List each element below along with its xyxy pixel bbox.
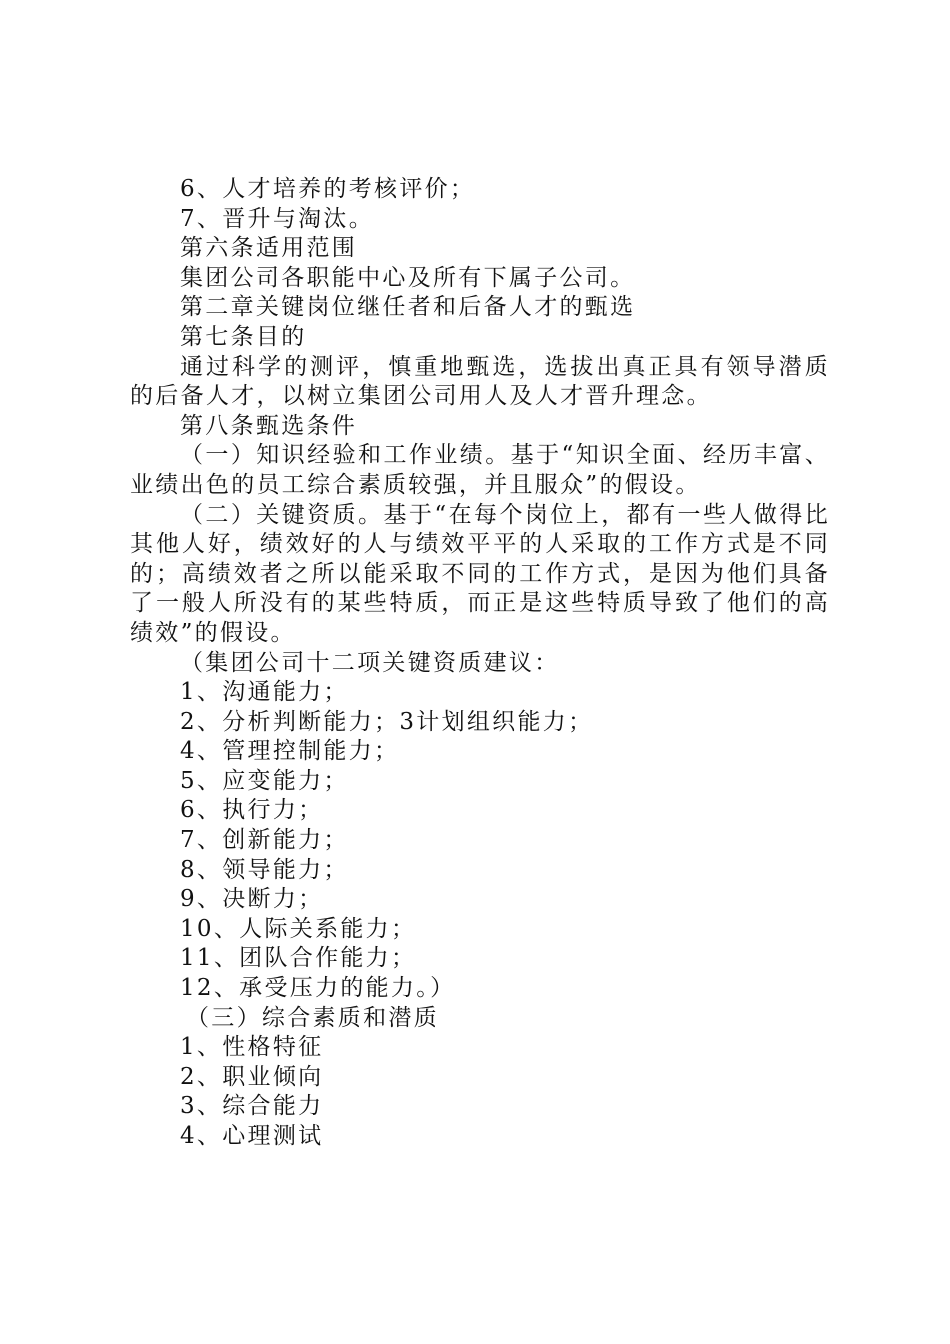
list-item: 9、决断力；: [180, 886, 324, 913]
section-heading: （三）综合素质和潜质: [186, 1004, 439, 1031]
text-line: 6、人才培养的考核评价；: [180, 176, 476, 202]
section-heading: 第六条适用范围: [180, 235, 358, 262]
document-body: [130, 175, 830, 1152]
text-line: 7、晋升与淘汰。: [180, 205, 375, 232]
section-heading: 第八条甄选条件: [180, 412, 358, 439]
list-item: 5、应变能力；: [180, 767, 349, 794]
paragraph-key-quality: （二）关键资质。基于“在每个岗位上，都有一些人做得比其他人好，绩效好的人与绩效平平的人采取的工作方式是不同的；高绩效者之所以能采取不同的工作方式，是因为他们具备了一般人所没有的某些特质，而正是这些特质导致了他们的高绩效”的假设。: [130, 501, 830, 646]
list-item: 6、执行力；: [180, 797, 324, 824]
list-item: 3、综合能力: [180, 1093, 324, 1120]
list-item: 12、承受压力的能力。）: [180, 975, 456, 1002]
list-item: 2、职业倾向: [180, 1063, 324, 1090]
list-item: 10、人际关系能力；: [180, 915, 417, 942]
list-item: 4、心理测试: [180, 1123, 324, 1149]
section-heading: 第七条目的: [180, 323, 307, 350]
chapter-heading: 第二章关键岗位继任者和后备人才的甄选: [180, 294, 636, 321]
list-item: 2、分析判断能力；3计划组织能力；: [180, 708, 594, 735]
text-line: 集团公司各职能中心及所有下属子公司。: [180, 264, 636, 291]
list-item: 1、沟通能力；: [180, 679, 349, 706]
paragraph-knowledge: （一）知识经验和工作业绩。基于“知识全面、经历丰富、业绩出色的员工综合素质较强，并且服众”的假设。: [130, 442, 830, 498]
list-item: 8、领导能力；: [180, 856, 349, 883]
list-item: 7、创新能力；: [180, 827, 349, 854]
list-item: 4、管理控制能力；: [180, 738, 400, 765]
list-item: 11、团队合作能力；: [180, 945, 417, 972]
paragraph-purpose: 通过科学的测评，慎重地甄选，选拔出真正具有领导潜质的后备人才，以树立集团公司用人及人才晋升理念。: [130, 353, 830, 410]
suggestion-heading: （集团公司十二项关键资质建议：: [180, 649, 560, 676]
list-item: 1、性格特征: [180, 1034, 324, 1061]
